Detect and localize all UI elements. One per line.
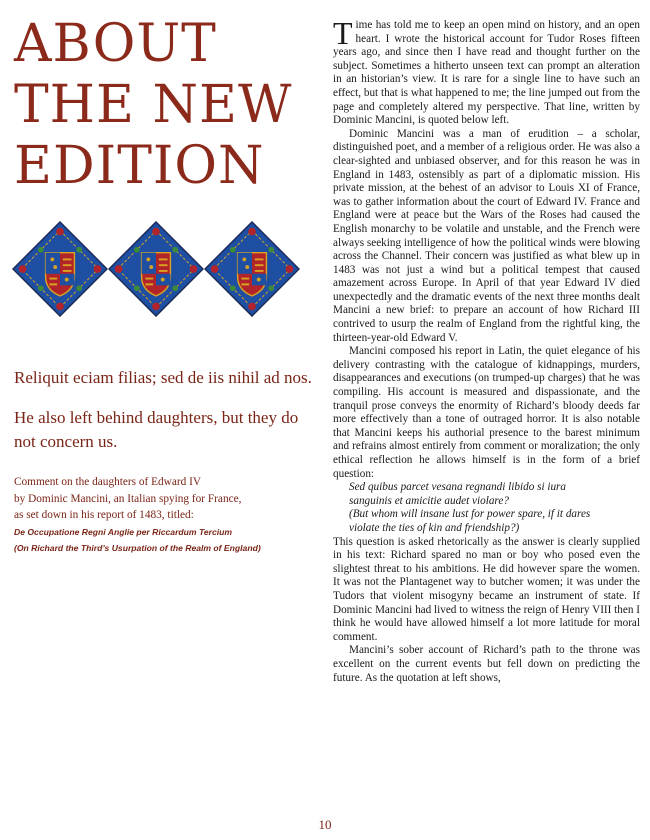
title-line-3: EDITION — [14, 136, 265, 196]
heraldic-tile-icon — [108, 221, 204, 317]
body-paragraph: Dominic Mancini was a man of erudition – a scholar, distinguished poet, and a member of a religious order. He was also a clear-sighted and unbiased observer, and for this reason he was in England in 1483, ostensibly as part of a diplomatic mission. His private mission, at the behest of an advisor to Louis XI of France, was to gather information about the court of Edward IV. France and England were at peace but the Wars of the Roses had caused the English monarchy to be volatile and unstable, and the French were always seeking intelligence of how the political winds were blowing across the Channel. Their concern was justified as what blew up in 1483 was not just a wind but a political tempest that caused amazement across Europe. In April of that year Edward IV died unexpectedly and the dramatic events of the next three months dealt Mancini a new brief: to prepare an account of how Richard III contrived to usurp the realm of England from the rightful king, the thirteen-year-old Edward V. — [333, 127, 640, 344]
body-paragraph: This question is asked rhetorically as the answer is clearly supplied in his text: Richard spared no man or boy who posed even the slightest threat to his ambitions. He did however spare the women. It was not the Plantagenet way to butcher women; it was under the Tudors that violent misogyny became an instrument of state. If Dominic Mancini had lived to witness the reign of Henry VIII then I think he would have allowed himself a lot more latitude for moral comment. — [333, 535, 640, 643]
report-title-english: (On Richard the Third’s Usurpation of the Realm of England) — [14, 543, 261, 553]
body-paragraph: Mancini’s sober account of Richard’s path to the throne was excellent on the current events but fell down on predicting the future. As the quotation at left shows, — [333, 644, 640, 684]
page-title — [14, 14, 314, 197]
body-paragraph — [333, 15, 640, 128]
quote-caption — [14, 474, 319, 557]
body-paragraph: Mancini composed his report in Latin, the quiet elegance of his delivery contrasting with the catalogue of kidnappings, murders, disappearances and executions (on trumped-up charges) that he was compiling. His account is measured and dispassionate, and the tranquil prose conveys the enormity of Richard’s bloody deeds far more effectively than a tone of outraged horror. It is also notable that Mancini keeps his authorial presence to the barest minimum and refrains almost entirely from comment or moralization; the only ethical reflection he allows himself is in the form of a brief question: — [333, 345, 640, 480]
verse-line: sanguinis et amicitie audet violare? — [349, 494, 509, 507]
heraldic-ornament-row — [12, 221, 312, 323]
latin-quote: Reliquit eciam filias; sed de iis nihil ad nos. — [14, 368, 312, 387]
page-number: 10 — [318, 817, 332, 832]
verse-line: violate the ties of kin and friendship?) — [349, 521, 520, 534]
english-translation: He also left behind daughters, but they do not concern us. — [14, 408, 299, 451]
verse-quotation — [349, 481, 640, 535]
body-text-column — [333, 15, 640, 685]
title-line-2: THE NEW — [14, 75, 293, 135]
report-title-latin: De Occupatione Regni Anglie per Riccardum Tercium — [14, 526, 233, 537]
paragraph-text: ime has told me to keep an open mind on history, and an open heart. I wrote the historical account for Tudor Roses fifteen years ago, and since then I have read and thought further on the subject. Sometimes a hitherto unseen text can prompt an alteration in an historian’s view. It is rare for a single line to have such an effect, but that is what happened to me; the line jumped out from the page and completely altered my perspective. That line, written by Dominic Mancini, is quoted below left. — [333, 19, 640, 127]
heraldic-tile-icon — [12, 221, 108, 317]
caption-line: Comment on the daughters of Edward IV — [14, 476, 201, 488]
caption-line: by Dominic Mancini, an Italian spying for France, — [14, 492, 242, 505]
title-line-1: ABOUT — [14, 14, 217, 74]
verse-line: (But whom will insane lust for power spare, if it dares — [349, 508, 591, 521]
drop-cap: T — [333, 15, 353, 51]
verse-line: Sed quibus parcet vesana regnandi libido si iura — [349, 481, 566, 494]
heraldic-tile-icon — [204, 221, 300, 317]
caption-line: as set down in his report of 1483, titled: — [14, 509, 194, 521]
